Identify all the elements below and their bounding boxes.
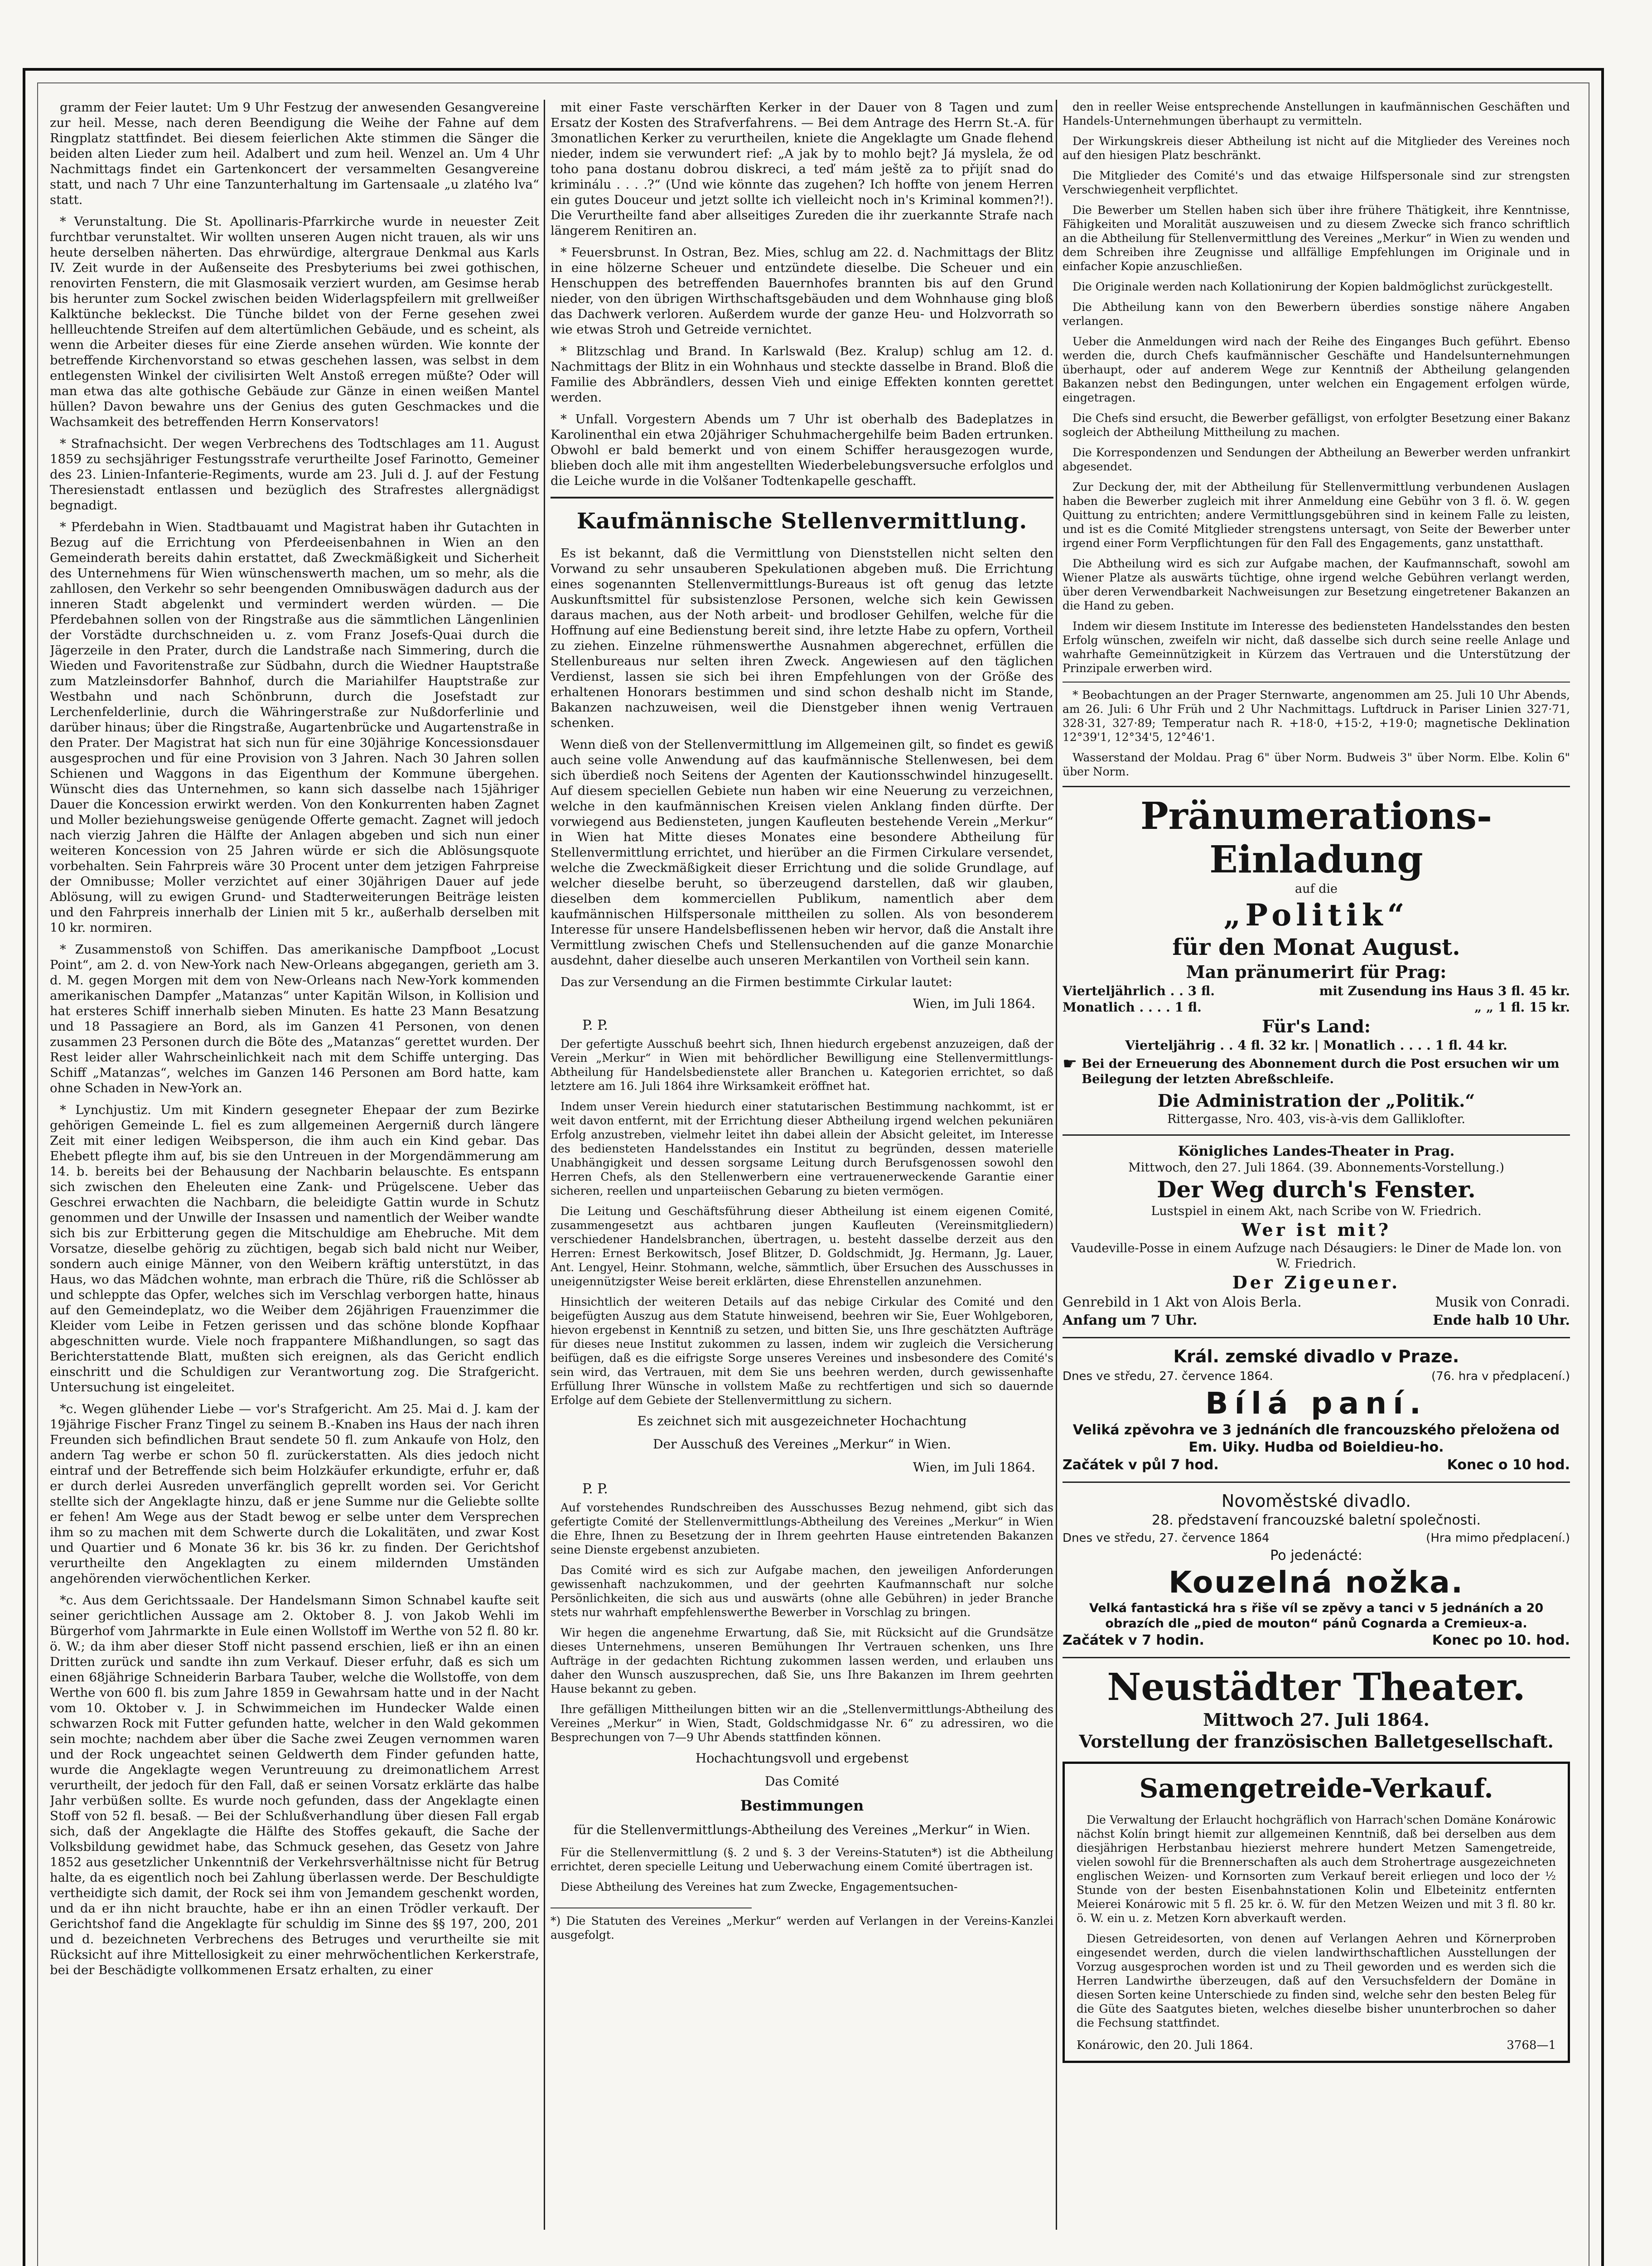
divider [1063, 1337, 1570, 1338]
circular-paragraph: Die Leitung und Geschäftsführung dieser Abtheilung ist einem eigenen Comité, zusammengesetzt aus achtbaren jungen Kaufleuten (Vereinsmitgliedern) verschiedener Handelsbranchen, übertragen, u. besteht dasselbe derzeit aus den Herren: Ernest Berkowitsch, Josef Blitzer, D. Goldschmidt, Jg. Hermann, Jg. Lauer, Ant. Lengyel, Heinr. Stohmann, welche, sämmtlich, über Ersuchen des Ausschusses in uneigennützigster Weise bereit erklärten, diese Ehrenstellen anzunehmen. [551, 1205, 1053, 1288]
article-paragraph: den in reeller Weise entsprechende Anstellungen in kaufmännischen Geschäften und Handels-Unternehmungen überhaupt zu vermitteln. [1063, 100, 1570, 127]
end-time: Konec o 10 hod. [1447, 1457, 1570, 1473]
subscription-ad-title: Pränumerations-Einladung [1140, 794, 1493, 881]
subscription-number: (76. hra v předplacení.) [1431, 1370, 1570, 1383]
circular-salutation: P. P. [582, 1481, 608, 1497]
circular-paragraph: Indem unser Verein hiedurch einer statutarischen Bestimmung nachkommt, ist er weit davon entfernt, mit der Errichtung dieser Abtheilung irgend welchen pekuniären Erfolg anzustreben, vielmehr leitet ihn dabei allein der Absicht geleitet, im Interesse des bediensteten Handelsstandes ein Institut zu begründen, dessen materielle Unabhängigkeit und dessen sorgsame Leitung durch Berufsgenossen sowohl den Herren Chefs, als den Stellenwerbern eine vertrauenerweckende Garantie einer sicheren, reellen und unparteiischen Gebarung zu bieten vermögen. [551, 1100, 1053, 1197]
play-subtitle: Veliká zpěvohra ve 3 jednáních dle francouzského přeložena od Em. Uiky. Hudba od Boieldieu-ho. [1072, 1422, 1560, 1455]
start-time: Začátek v 7 hodin. [1063, 1632, 1204, 1648]
article-paragraph: Die Abtheilung wird es sich zur Aufgabe machen, der Kaufmannschaft, sowohl am Wiener Platze als auswärts tüchtige, ohne irgend welche Gebühren verlangt werden, über deren Verwendbarkeit Nachweisungen zur Besetzung eingetretener Bakanzen an die Hand zu geben. [1063, 557, 1570, 612]
performance-date: Dnes ve středu, 27. července 1864. [1063, 1370, 1273, 1383]
article-paragraph: * Pferdebahn in Wien. Stadtbauamt und Magistrat haben ihr Gutachten in Bezug auf die Errichtung von Pferdeeisenbahnen in Wien an den Gemeinderath bereits dahin erstattet, daß Zweckmäßigkeit und Sicherheit des Unternehmens für Wien wünschenswerth machen, um so mehr, als die zahllosen, den Verkehr so sehr beengenden Omnibuswägen dadurch aus der inneren Stadt abgelenkt und vermindert werden würden. — Die Pferdebahnen sollen von der Ringstraße aus die sämmtlichen Längenlinien der Vorstädte durchschneiden u. z. vom Franz Josefs-Quai durch die Jägerzeile in den Prater, durch die Landstraße nach Simmering, durch die Wieden und Favoritenstraße zur Südbahn, durch die Wiedner Hauptstraße zum Matzleinsdorfer Bahnhof, durch die Mariahilfer Hauptstraße zur Westbahn und nach Schönbrunn, durch die Josefstadt zur Lerchenfelderlinie, durch die Währingerstraße zur Nußdorferlinie und darüber hinaus; über die Ringstraße, Augartenbrücke und Augartenstraße in den Prater. Der Magistrat hat sich nun für eine 30jährige Koncessionsdauer ausgesprochen und für eine Provision von 3 Jahren. Nach 30 Jahren sollen Schienen und Waggons in das Eigenthum der Kommune übergehen. Wünscht dies das Unternehmen, so kann sich dasselbe nach 15jähriger Dauer die Koncession erwirkt werden. Von den Konkurrenten haben Zagnet und Moller beziehungsweise genügende Offerte gemacht. Zagnet will jedoch nach vierzig Jahren die Hälfte der Anlagen abgeben und sich nun einer weiteren Koncession von 25 Jahren würde er sich die Ablösungsquote vorbehalten. Sein Fahrpreis wäre 30 Procent unter dem jetzigen Fahrpreise der Omnibusse; Moller verzichtet auf einer 30jährigen Dauer auf jede Ablösung, will zu ewigen Grund- und Stadterweiterungen Beiträge leisten und den Fahrpreis innerhalb der Linien mit 5 kr., außerhalb derselben mit 10 kr. normiren. [50, 520, 539, 935]
price-row [1063, 999, 1570, 1016]
price-value: „ „ 1 fl. 15 kr. [1474, 1000, 1570, 1015]
article-paragraph: Die Originale werden nach Kollationirung der Kopien baldmöglichst zurückgestellt. [1072, 280, 1553, 293]
article-paragraph: mit einer Faste verschärften Kerker in der Dauer von 8 Tagen und zum Ersatz der Kosten des Strafverfahrens. — Bei dem Antrage des Herrn St.-A. für 3monatlichen Kerker zu verurtheilen, kniete die Angeklagte um Gnade flehend nieder, indem sie verwundert rief: „A jak by to mohlo bejt? Já myslela, že od toho pana dostanu dobrou diskreci, a teď mám ještě za to přijít snad do kriminálu . . . .?“ (Und wie könnte das zugehen? Ich hoffte von jenem Herren ein gutes Douceur und jetzt sollte ich vielleicht noch in's Kriminal kommen?!). Die Verurtheilte fand aber allseitiges Zureden die ihr zuerkannte Strafe nach längerem Renitiren an. [551, 100, 1053, 238]
article-paragraph: Die Chefs sind ersucht, die Bewerber gefälligst, von erfolgter Besetzung einer Bakanz sogleich der Abtheilung Mittheilung zu machen. [1063, 412, 1570, 439]
play-author: Genrebild in 1 Akt von Alois Berla. [1063, 1294, 1302, 1310]
play-subtitle: Lustspiel in einem Akt, nach Scribe von W. Friedrich. [1151, 1204, 1482, 1218]
circular-paragraph: Ihre gefälligen Mittheilungen bitten wir an die „Stellenvermittlungs-Abtheilung des Vereines „Merkur“ in Wien, Stadt, Goldschmidgasse Nr. 6“ zu adressiren, wo die Besprechungen von 7—9 Uhr Abends stattfinden können. [551, 1703, 1053, 1744]
grain-sale-paragraph: Diesen Getreidesorten, von denen auf Verlangen Aehren und Körnerproben eingesendet werden, durch die vielen landwirthschaftlichen Ausstellungen der Vorzug ausgesprochen worden ist und zu Theil geworden und es werden sich die Herren Landwirthe überzeugen, daß auf den Versuchsfeldern der Domäne in diesen Sorten keine Unterschiede zu finden sind, welche sehr den besten Beleg für die Güte des Saatgutes bieten, welches dieselbe bisher ununterbrochen so daher die Fechsung stattfindet. [1077, 1932, 1556, 2029]
administration-name: Die Administration der „Politik.“ [1157, 1090, 1475, 1111]
article-paragraph: * Feuersbrunst. In Ostran, Bez. Mies, schlug am 22. d. Nachmittags der Blitz in eine hölzerne Scheuer und entzündete dieselbe. Die Scheuer und ein Henschuppen des betreffenden Bauernhofes brannten bis auf den Grund nieder, von den übrigen Wirthschaftsgebäuden und dem Wohnhause ging bloß das Dachwerk verloren. Außerdem wurde der ganze Heu- und Holzvorrath so wie etwas Stroh und Getreide vernichtet. [551, 245, 1053, 337]
circular-paragraph: Auf vorstehendes Rundschreiben des Ausschusses Bezug nehmend, gibt sich das gefertigte Comité der Stellenvermittlungs-Abtheilung des Vereines „Merkur“ in Wien die Ehre, Ihnen zu Besetzung der in Ihrem geehrten Hause eintretenden Bakanzen seine Dienste ergebenst anzubieten. [551, 1501, 1053, 1556]
play-title: Der Weg durch's Fenster. [1157, 1176, 1476, 1203]
circular-paragraph: Das Comité wird es sich zur Aufgabe machen, den jeweiligen Anforderungen gewissenhaft nachzukommen, und der geehrten Kaufmannschaft nur solche Persönlichkeiten, die sich aus und auswärts (ohne alle Gebühren) in jeder Branche stets nur wahrhaft empfehlenswerthe Bewerber in Vorschlag zu bringen. [551, 1564, 1053, 1619]
article-paragraph: * Verunstaltung. Die St. Apollinaris-Pfarrkirche wurde in neuester Zeit furchtbar verunstaltet. Wir wollten unseren Augen nicht trauen, als wir uns heute derselben näherten. Das ehrwürdige, altergraue Denkmal aus Karls IV. Zeit wurde in der Außenseite des Presbyteriums bei zwei gothischen, renovirten Fenstern, die mit Glasmosaik verziert wurden, am Gesimse herab bis herunter zum Sockel zwischen beiden Widerlagspfeilern mit grellweißer Kalktünche bekleckst. Die Tünche bildet von der Ferne gesehen zwei hellleuchtende Streifen auf dem altertümlichen Gebäude, und es scheint, als wenn die Arbeiter dieses für eine Zierde ansehen würden. Wie konnte der betreffende Kirchenvorstand so etwas geschehen lassen, was selbst in dem entlegensten Winkel der civilisirten Welt Anstoß erregen müßte? Oder will man etwa das alte gothische Gebäude zur Gänze in einen weißen Mantel hüllen? Davon bewahre uns der Genius des guten Geschmackes und die Wachsamkeit des betreffenden Herrn Konservators! [50, 214, 539, 429]
article-paragraph: *c. Aus dem Gerichtssaale. Der Handelsmann Simon Schnabel kaufte seit seiner gerichtlichen Aussage am 2. Oktober 8. J. von Jakob Wehli im Bürgerhof vom Jahrmarkte in Eule einen Wollstoff im Werthe von 52 fl. 80 kr. ö. W.; da ihm aber dieser Stoff nicht passend erschien, ließ er ihn an einen Dritten zurück und sandte ihn zum Verkauf. Dieser erfuhr, daß es sich um einen 68jährige Schneiderin Barbara Tauber, welche die Wollstoffe, von dem Werthe von 600 fl. bis zum Jahre 1859 in Gewahrsam hatte und in der Nacht vom 10. Oktober v. J. in Schwimmeichen im Hundecker Walde einen schwarzen Rock mit Futter gefunden hatte, welcher in den Wald gekommen sein mochte; nachdem aber über die Sache zwei Zeugen vernommen waren und der Rock ungeachtet seinen Geldwerth dem Finder gefunden hatte, wurde die Angeklagte wegen Veruntreuung zu dreimonatlichem Arrest verurtheilt, der jedoch für den Fall, daß er seinen Vorsatz erklärte das halbe Jahr verbüßen sollte. Es wurde noch gefunden, dass der Angeklagte einen Stoff von 52 fl. besaß. — Bei der Schlußverhandlung über diesen Fall ergab sich, daß der Angeklagte die Hälfte des Stoffes gekauft, die Sache der Volksbildung gewidmet habe, das Schmuck gesehen, das Gesetz von Jahre 1852 aus gesetzlicher Unkenntniß der Verkehrsverhältnisse nicht für Betrug halte, da es eigentlich noch bei Zahlung überlassen werde. Der Beschuldigte vertheidigte sich damit, der Rock sei ihm von Jemandem geschenkt worden, und da er ihn nicht brauchte, habe er ihn an einen Trödler verkauft. Der Gerichtshof fand die Angeklagte für schuldig im Sinne des §§ 197, 200, 201 und d. bezeichneten Verbrechens des Betruges und verurtheilte sie mit Rücksicht auf ihre Mittellosigkeit zu einer mehrwöchentlichen Kerkerstrafe, bei der Beschädigte vollkommenen Ersatz erhalten, zu einer [50, 1593, 539, 1977]
article-paragraph: Es ist bekannt, daß die Vermittlung von Dienststellen nicht selten den Vorwand zu sehr unsauberen Spekulationen abgeben muß. Die Errichtung eines sogenannten Stellenvermittlungs-Bureaus ist oft genug das letzte Auskunftsmittel für subsistenzlose Personen, welche sich kein Gewissen daraus machen, aus der Noth arbeit- und brodloser Gehilfen, welche für die Hoffnung auf eine Bedienstung bereit sind, ihre letzte Habe zu opfern, Vortheil zu ziehen. Einzelne rühmenswerthe Ausnahmen abgerechnet, erfüllen die Stellenbureaus nur selten ihren Zweck. Angewiesen auf den täglichen Verdienst, lassen sie sich bei ihren Empfehlungen von der Größe des erhaltenen Honorars bestimmen und sind schon deshalb nicht im Stande, Bakanzen nachzuweisen, weil die Dienstgeber ihnen wenig Vertrauen schenken. [551, 546, 1053, 730]
performance-date: Mittwoch 27. Juli 1864. [1203, 1709, 1430, 1730]
circular-paragraph: Hinsichtlich der weiteren Details auf das nebige Cirkular des Comité und den beigefügten Auszug aus dem Statute hinweisend, beehren wir Sie, Euer Wohlgeboren, hievon ergebenst in Kenntniß zu setzen, und bitten Sie, uns Ihre geschätzten Aufträge für dieses neue Institut zukommen zu lassen, indem wir zugleich die Versicherung beifügen, daß es die eifrigste Sorge unseres Vereines und insbesondere des Comité's sein wird, das Vertrauen, mit dem Sie uns beehren werden, durch gewissenhafte Erfüllung Ihrer Wünsche in vollstem Maße zu rechtfertigen und sich so dauernde Erfolge auf dem Gebiete der Stellenvermittlung zu sichern. [551, 1295, 1053, 1407]
article-paragraph: Das zur Versendung an die Firmen bestimmte Cirkular lautet: [560, 975, 952, 989]
rules-paragraph: Diese Abtheilung des Vereines hat zum Zwecke, Engagementsuchen- [560, 1880, 958, 1893]
end-time: Konec po 10. hod. [1432, 1632, 1570, 1648]
subscription-note: Bei der Erneuerung des Abonnement durch die Post ersuchen wir um Beilegung der letzten Abreßschleife. [1082, 1057, 1560, 1086]
weather-report: * Beobachtungen an der Prager Sternwarte, angenommen am 25. Juli 10 Uhr Abends, am 26. Juli: 6 Uhr Früh und 2 Uhr Nachmittags. Luftdruck in Pariser Linien 327·71, 328·31, 327·89; Temperatur nach R. +18·0, +15·2, +19·0; magnetische Deklination 12°39'1, 12°34'5, 12°46'1. [1063, 688, 1570, 744]
theater-name: Königliches Landes-Theater in Prag. [1178, 1143, 1455, 1159]
circular-signature: Der Ausschuß des Vereines „Merkur“ in Wien. [653, 1437, 951, 1452]
divider [1063, 1482, 1570, 1483]
rules-paragraph: Für die Stellenvermittlung (§. 2 und §. 3 der Vereins-Statuten*) ist die Abtheilung errichtet, deren specielle Leitung und Ueberwachung einem Comité übertragen ist. [551, 1846, 1053, 1873]
play-title: Wer ist mit? [1241, 1220, 1391, 1240]
article-paragraph: Zur Deckung der, mit der Abtheilung für Stellenvermittlung verbundenen Auslagen haben die Bewerber zugleich mit ihrer Anmeldung eine Gebühr von 3 fl. ö. W. gegen Quittung zu entrichten; andere Vermittlungsgebühren sind in keinem Falle zu leisten, und ist es die Comité Mitglieder strengstens untersagt, von Seite der Bewerber unter irgend einer Form Verpflichtungen für den Fall des Engagements, ganz unstatthaft. [1063, 480, 1570, 550]
play-title: Kouzelná nožka. [1169, 1565, 1464, 1600]
performance-date: Dnes ve středu, 27. července 1864 [1063, 1531, 1270, 1545]
theater-name: Novoměstské divadlo. [1221, 1491, 1411, 1511]
circular-signature: Das Comité [764, 1774, 840, 1789]
section-title: Kaufmännische Stellenvermittlung. [576, 508, 1028, 534]
grain-sale-title: Samengetreide-Verkauf. [1139, 1773, 1493, 1804]
article-paragraph: Ueber die Anmeldungen wird nach der Reihe des Einganges Buch geführt. Ebenso werden die, durch Chefs kaufmännischer Geschäfte und Handelsunternehmungen überhaupt, oder auf anderem Wege zur Kenntniß der Abtheilung gelangenden Bakanzen nebst den Bedingungen, unter welchen ein Engagement erfolgen würde, eingetragen. [1063, 335, 1570, 404]
grain-sale-paragraph: Die Verwaltung der Erlaucht hochgräflich von Harrach'schen Domäne Konárowic nächst Kolín bringt hiemit zur allgemeinen Kenntniß, daß bei derselben aus dem diesjährigen Herbstanbau hiezierst mehrere hundert Metzen Samengetreide, vielen sowohl für die Brennerschaften als auch dem Strohertrage ausgezeichneten englischen Weizen- und Kornsorten zum Verkauf bereit erliegen und loco der ½ Stunde von der besten Eisenbahnstationen Kolin und Elbeteinitz entfernten Meierei Konárowic mit 5 fl. 25 kr. ö. W. für den Metzen Weizen und mit 3 fl. 80 kr. ö. W. ein u. z. Metzen Korn abverkauft werden. [1077, 1813, 1556, 1925]
price-value: mit Zusendung ins Haus 3 fl. 45 kr. [1319, 983, 1570, 998]
article-paragraph: Die Abtheilung kann von den Bewerbern überdies sonstige nähere Angaben verlangen. [1063, 300, 1570, 328]
article-paragraph: Die Korrespondenzen und Sendungen der Abtheilung an Bewerber werden unfrankirt abgesendet. [1063, 446, 1570, 473]
performance-date: Mittwoch, den 27. Juli 1864. (39. Abonnements-Vorstellung.) [1128, 1161, 1504, 1175]
play-subtitle: Vaudeville-Posse in einem Aufzuge nach Désaugiers: le Diner de Made lon. von W. Friedrich. [1071, 1241, 1562, 1271]
article-paragraph: Der Wirkungskreis dieser Abtheilung ist nicht auf die Mitglieder des Vereines noch auf den hiesigen Platz beschränkt. [1063, 135, 1570, 162]
article-paragraph: gramm der Feier lautet: Um 9 Uhr Festzug der anwesenden Gesangvereine zur heil. Messe, nach deren Beendigung die Weihe der Fahne auf dem Ringplatz stattfindet. Bei diesem feierlichen Akte stimmen die Sänger die beiden alten Lieder zum heil. Adalbert und zum heil. Wenzel an. Um 4 Uhr Nachmittags findet ein Gartenkoncert der versammelten Gesangvereine statt, und nach 7 Uhr eine Tanzunterhaltung im Gartensaale „u zlatého lva“ statt. [50, 100, 539, 207]
subscription-month: für den Monat August. [1172, 934, 1460, 960]
footnote: *) Die Statuten des Vereines „Merkur“ werden auf Verlangen in der Vereins-Kanzlei ausgefolgt. [551, 1914, 1053, 1942]
column-left [50, 100, 539, 2230]
article-paragraph: * Strafnachsicht. Der wegen Verbrechens des Todtschlages am 11. August 1859 zu sechsjähriger Festungsstrafe verurtheilte Josef Farinotto, Gemeiner des 23. Linien-Infanterie-Regiments, wurde am 23. Juli d. J. auf der Festung Theresienstadt entlassen und bezüglich des Strafrestes allergnädigst begnadigt. [50, 436, 539, 513]
column-middle [551, 100, 1053, 2230]
price-label: Vierteljährlich . . 3 fl. [1063, 983, 1215, 998]
divider [1063, 1657, 1570, 1658]
ad-code: 3768—1 [1507, 2038, 1556, 2052]
circular-salutation: P. P. [582, 1017, 608, 1033]
circular-date: Wien, im Juli 1864. [913, 1460, 1035, 1475]
play-title: Der Zigeuner. [1232, 1272, 1401, 1293]
column-right [1063, 100, 1570, 2230]
newspaper-name: „Politik“ [1223, 897, 1409, 933]
price-row [1063, 1037, 1570, 1054]
performance-info: 28. představení francouzské baletní společnosti. [1152, 1512, 1481, 1528]
performance-count: Po jedenácté: [1270, 1548, 1362, 1564]
grain-sale-ad [1063, 1762, 1570, 2063]
play-subtitle: Velká fantastická hra s řiše víl se zpěvy a tanci v 5 jednáních a 20 obrazích dle „pied de mouton“ pánů Cognarda a Cremieux-a. [1089, 1601, 1544, 1631]
article-paragraph: * Blitzschlag und Brand. In Karlswald (Bez. Kralup) schlug am 12. d. Nachmittags der Blitz in ein Wohnhaus und steckte dasselbe in Brand. Bloß die Familie des Abbrändlers, dessen Vieh und einige Effekten konnten gerettet werden. [551, 344, 1053, 405]
rules-title: Bestimmungen [740, 1797, 864, 1814]
administration-address: Rittergasse, Nro. 403, vis-à-vis dem Galliklofter. [1167, 1112, 1465, 1126]
pointing-hand-icon: ☛ [1063, 1055, 1077, 1073]
subscription-country-heading: Für's Land: [1262, 1016, 1371, 1036]
article-paragraph: *c. Wegen glühender Liebe — vor's Strafgericht. Am 25. Mai d. J. kam der 19jährige Fischer Franz Tingel zu seinem B.-Knaben ins Haus der nach ihren Freunden sich befindlichen Braut sendete 50 fl. zum Ankaufe von Holz, den andern Tag werbe er schon 50 fl. zurückerstatten. Als dies jedoch nicht eintraf und der Betreffende sich beim Holzkäufer erkundigte, erfuhr er, daß er durch derlei Ausreden unverfänglich geprellt worden sei. Vor Gericht stellte sich der Angeklagte hinzu, daß er jene Summe nur die Geliebte sollte er fehen! Am Wege aus der Stadt bewog er selbe unter dem Versprechen ihm so zu machen mit dem Schwerte durch die Lokalitäten, und zwar Kost und Quartier und 6 Monate 36 kr. bis 36 kr. zu finden. Der Gerichtshof verurtheilte den Angeklagten zu einem mildernden Umständen angehörenden vierwöchentlichen Kerker. [50, 1402, 539, 1586]
article-paragraph: * Unfall. Vorgestern Abends um 7 Uhr ist oberhalb des Badeplatzes in Karolinenthal ein etwa 20jähriger Schuhmachergehilfe beim Baden ertrunken. Obwohl er bald bemerkt und von einem Schiffer herausgezogen wurde, blieben doch alle mit ihm angestellten Wiederbelebungsversuche erfolglos und die Leiche wurde in die Volšaner Todtenkapelle geschafft. [551, 412, 1053, 488]
article-paragraph: * Zusammenstoß von Schiffen. Das amerikanische Dampfboot „Locust Point“, am 2. d. von New-York nach New-Orleans abgegangen, gerieth am 3. d. M. gegen Morgen mit dem von New-Orleans nach New-York kommenden amerikanischen Dampfer „Matanzas“ unter Kapitän Wilson, in Kollision und hat ersteres Schiff innerhalb sieben Minuten. Es hatte 23 Mann Besatzung und 18 Passagiere an Bord, als im Ganzen 41 Personen, von denen zusammen 23 Personen durch die Böte des „Matanzas“ gerettet wurden. Der Rest leider aller Wahrscheinlichkeit nach mit dem Schiffe unterging. Das Schiff „Matanzas“, welches im Ganzen 146 Personen am Bord hatte, kam ohne Schaden in New-York an. [50, 942, 539, 1095]
theater-name: Neustädter Theater. [1107, 1666, 1526, 1709]
subscription-prague-heading: Man pränumerirt für Prag: [1186, 962, 1447, 982]
column-rule-left [544, 100, 545, 2230]
circular-paragraph: Wir hegen die angenehme Erwartung, daß Sie, mit Rücksicht auf die Grundsätze dieses Unternehmens, unseren Bemühungen Ihr Vertrauen schenken, uns Ihre Aufträge in der gedachten Richtung zukommen lassen werden, und erlauben uns daher den Wunsch auszusprechen, daß Sie, uns Ihre Bakanzen im Ihrem geehrten Hause bekannt zu geben. [551, 1626, 1053, 1695]
theater-name: Král. zemské divadlo v Praze. [1173, 1346, 1459, 1366]
performance-info: Vorstellung der französischen Balletgesellschaft. [1079, 1731, 1554, 1752]
price-label: Monatlich . . . . 1 fl. [1063, 1000, 1202, 1015]
play-music: Musik von Conradi. [1435, 1294, 1570, 1310]
circular-closing: Hochachtungsvoll und ergebenst [696, 1751, 908, 1766]
subscription-ad-text: auf die [1295, 882, 1338, 896]
start-time: Anfang um 7 Uhr. [1063, 1312, 1198, 1328]
article-paragraph: * Lynchjustiz. Um mit Kindern gesegneter Ehepaar der zum Bezirke gehörigen Gemeinde L. fiel es zum allgemeinen Aergerniß durch längere Zeit mit einer ledigen Weibsperson, die ihm auch ein Kind gebar. Das Ehebett pflegte ihm auf, bis sie den Untreuen in der Morgendämmerung am 14. b. bereits bei der Behausung der Nachbarin belauschte. Es entspann sich zwischen den Eheleuten eine Zank- und Prügelscene. Ueber das Geschrei erwachten die Nachbarn, die beleidigte Gattin wurde in Schutz genommen und der Unwille der Insassen und namentlich der Weiber wandte sich bis zur Erbitterung gegen die Mitschuldige am Ehebruche. Mit dem Vorsatze, dieselbe gehörig zu züchtigen, begab sich bald nicht nur Weiber, sondern auch einige Männer, von den Weibern kräftig unterstützt, in das Haus, wo das Mädchen wohnte, man erbrach die Thüre, riß die Schlösser ab und schleppte das Opfer, welches sich im Verschlag verborgen hatte, hinaus auf den Gemeindeplatz, wo die Weiber dem 26jährigen Frauenzimmer die Kleider vom Leibe in Fetzen gerissen und das schöne blonde Kopfhaar abgeschnitten wurde. Viele noch frappantere Mißhandlungen, so sagt das Berichterstattende Blatt, mußten sich ereignen, als das Gericht endlich einschritt und die Schuldigen zur Verantwortung zog. Die Strafgericht. Untersuchung ist eingeleitet. [50, 1103, 539, 1394]
divider [1063, 1134, 1570, 1136]
circular-closing: Es zeichnet sich mit ausgezeichneter Hochachtung [637, 1414, 967, 1428]
end-time: Ende halb 10 Uhr. [1433, 1312, 1570, 1328]
water-level-report: Wasserstand der Moldau. Prag 6" über Norm. Budweis 3" über Norm. Elbe. Kolin 6" über Norm. [1063, 751, 1570, 778]
circular-paragraph: Der gefertigte Ausschuß beehrt sich, Ihnen hiedurch ergebenst anzuzeigen, daß der Verein „Merkur“ in Wien mit behördlicher Bewilligung eine Stellenvermittlungs-Abtheilung für Handelsbedienstete aller Branchen u. Kategorien errichtet, so daß letztere am 16. Juli 1864 ihre Wirksamkeit eröffnet hat. [551, 1037, 1053, 1093]
divider [1063, 682, 1570, 683]
article-paragraph: Die Bewerber um Stellen haben sich über ihre frühere Thätigkeit, ihre Kenntnisse, Fähigkeiten und Moralität auszuweisen und zu diesem Zwecke sich franco schriftlich an die Abtheilung für Stellenvermittlung des Vereines „Merkur“ in Wien zu wenden und dem Schreiben ihre Zeugnisse und allfällige Empfehlungen im Originale und in einfacher Kopie anzuschließen. [1063, 203, 1570, 273]
play-title: Bílá paní. [1205, 1386, 1427, 1421]
column-rule-right [1056, 100, 1057, 2230]
price-value: Vierteljährig . . 4 fl. 32 kr. | Monatlich . . . . 1 fl. 44 kr. [1125, 1038, 1507, 1053]
divider [1063, 786, 1570, 787]
start-time: Začátek v půl 7 hod. [1063, 1457, 1219, 1473]
grain-sale-date: Konárowic, den 20. Juli 1864. [1077, 2038, 1253, 2052]
article-paragraph: Wenn dieß von der Stellenvermittlung im Allgemeinen gilt, so findet es gewiß auch seine volle Anwendung auf das kaufmännische Stellenwesen, bei dem sich überdieß noch Seitens der Agenten der Kautionsschwindel hinzugesellt. Auf diesem speciellen Gebiete nun haben wir eine Neuerung zu verzeichnen, welche in den kaufmännischen Kreisen vielen Anklang finden dürfte. Der vorwiegend aus Bediensteten, jungen Kaufleuten bestehende Verein „Merkur“ in Wien hat Mitte dieses Monates eine besondere Abtheilung für Stellenvermittlung errichtet, und hierüber an die Firmen Cirkulare versendet, welche die Zweckmäßigkeit dieser Errichtung und die solide Grundlage, auf welcher dieselbe beruht, so überzeugend darstellen, daß wir glauben, dieselben dem kommerciellen Publikum, namentlich aber dem kaufmännischen Hilfspersonale mittheilen zu sollen. Als von besonderem Interesse für unsere Handelsbeflissenen heben wir hervor, daß die Anstalt ihre Vermittlung zwischen Chefs und Stellensuchenden auf die ganze Monarchie ausdehnt, daher dieselbe auch unseren Merkantilen von Vortheil sein kann. [551, 737, 1053, 968]
section-divider [551, 497, 1053, 499]
rules-subtitle: für die Stellenvermittlungs-Abtheilung des Vereines „Merkur“ in Wien. [573, 1822, 1031, 1837]
article-paragraph: Indem wir diesem Institute im Interesse des bediensteten Handelsstandes den besten Erfolg wünschen, zweifeln wir nicht, daß dasselbe sich durch seine reelle Anlage und wahrhafte Gemeinnützigkeit in Kürzem das Vertrauen und die Unterstützung der Prinzipale erwerben wird. [1063, 620, 1570, 675]
article-paragraph: Die Mitglieder des Comité's und das etwaige Hilfspersonale sind zur strengsten Verschwiegenheit verpflichtet. [1063, 169, 1570, 196]
circular-date: Wien, im Juli 1864. [913, 996, 1035, 1011]
price-row [1063, 983, 1570, 999]
subscription-note: (Hra mimo předplacení.) [1426, 1531, 1570, 1545]
